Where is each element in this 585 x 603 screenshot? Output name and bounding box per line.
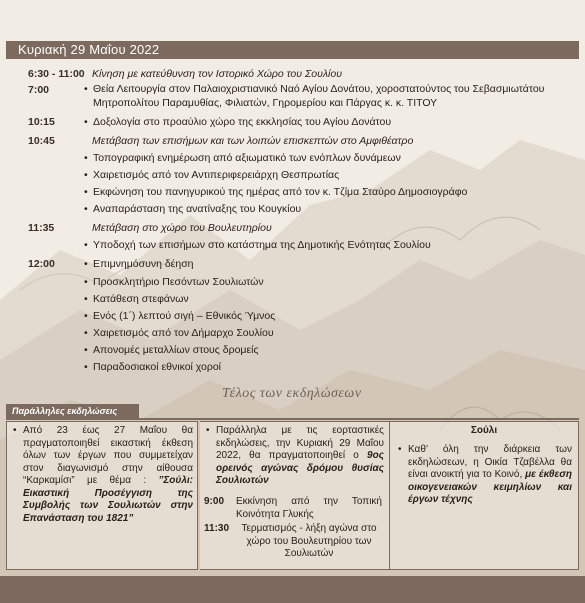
schedule-item-cont: Μητροπολίτου Παραμυθίας, Φιλιατών, Γηρομερίου και Πάργας κ. κ. ΤΙΤΟΥ bbox=[93, 97, 438, 109]
bullet: • bbox=[398, 444, 402, 455]
schedule-item: • Επιμνημόσυνη δέηση bbox=[93, 258, 194, 272]
schedule-item: • Αναπαράσταση της ανατίναξης του Κουγκίου bbox=[93, 203, 301, 217]
divider bbox=[6, 418, 579, 420]
souli-text: Καθ’ όλη την διάρκεια των εκδηλώσεων, η Οικία Τζαβέλλα θα είναι ανοικτή για το Κοινό, bbox=[408, 444, 572, 480]
footer-bar bbox=[0, 576, 585, 603]
souli-panel bbox=[389, 421, 579, 570]
schedule-item: • Τοπογραφική ενημέρωση από αξιωματικό των ενόπλων δυνάμεων bbox=[93, 152, 401, 166]
race-name: 9ος ορεινός αγώνας δρόμου θυσίας Σουλιωτών bbox=[216, 450, 385, 486]
race-start-text: Εκκίνηση από την Τοπική Κοινότητα Γλυκής bbox=[236, 496, 382, 520]
schedule-text: Μετάβαση στο χώρο του Βουλευτηρίου bbox=[92, 222, 272, 234]
schedule-item: • Απονομές μεταλλίων στους δρομείς bbox=[93, 344, 259, 358]
schedule-item: • Εκφώνηση του πανηγυρικού της ημέρας από τον κ. Τζίμα Σταύρο Δημοσιογράφο bbox=[93, 186, 467, 200]
time-12-00: 12:00 bbox=[28, 258, 55, 270]
souli-exhibition: με έκθεση οικογενειακών κειμηλίων και έργων τέχνης bbox=[408, 469, 573, 505]
race-panel bbox=[200, 421, 389, 570]
race-finish-time: 11:30 bbox=[204, 523, 230, 534]
time-7-00: 7:00 bbox=[28, 84, 50, 96]
schedule-item: • Παραδοσιακοί εθνικοί χοροί bbox=[93, 361, 221, 375]
schedule-item: • Κατάθεση στεφάνων bbox=[93, 293, 189, 307]
schedule-item: • Υποδοχή των επισήμων στο κατάστημα της Δημοτικής Ενότητας Σουλίου bbox=[93, 239, 431, 253]
exhibition-panel bbox=[6, 421, 198, 570]
schedule-text: Μετάβαση των επισήμων και των λοιπών επισκεπτών στο Αμφιθέατρο bbox=[92, 135, 414, 147]
time-11-35: 11:35 bbox=[28, 222, 55, 234]
bullet: • bbox=[13, 425, 17, 436]
race-finish-text: Τερματισμός - λήξη αγώνα στο χώρο του Βουλευτηρίου των Σουλιωτών bbox=[241, 523, 377, 559]
exhibition-text: Από 23 έως 27 Μαΐου θα πραγματοποιηθεί εικαστική έκθεση όλων των έργων που συμμετείχαν στον διαγωνισμό στην αίθουσα “Καρκαμίσι” με θέμα : bbox=[23, 425, 193, 486]
souli-title: Σούλι bbox=[470, 425, 498, 436]
date-header: Κυριακή 29 Μαΐου 2022 bbox=[6, 41, 579, 59]
race-text: Παράλληλα με τις εορταστικές εκδηλώσεις, την Κυριακή 29 Μαΐου 2022, θα πραγματοποιηθεί ο bbox=[216, 425, 384, 461]
race-start-time: 9:00 bbox=[204, 496, 225, 507]
schedule-item: • Δοξολογία στο προαύλιο χώρο της εκκλησίας του Αγίου Δονάτου bbox=[93, 116, 391, 130]
time-6-30: 6:30 - 11:00 bbox=[28, 68, 85, 80]
schedule-item: • Χαιρετισμός από τον Αντιπεριφερειάρχη Θεσπρωτίας bbox=[93, 169, 339, 183]
end-of-events-text: Τέλος των εκδηλώσεων bbox=[222, 386, 362, 401]
exhibition-theme: ”Σούλι: Εικαστική Προσέγγιση της Συμβολής των Σουλιωτών στην Επανάσταση του 1821” bbox=[23, 475, 193, 524]
schedule-item: • Θεία Λειτουργία στον Παλαιοχριστιανικό Ναό Αγίου Δονάτου, χοροστατούντος του Σεβασμιωτάτου bbox=[93, 83, 544, 97]
time-10-45: 10:45 bbox=[28, 135, 55, 147]
time-10-15: 10:15 bbox=[28, 116, 55, 128]
parallel-events-tab: Παράλληλες εκδηλώσεις bbox=[6, 404, 139, 418]
bullet: • bbox=[206, 425, 210, 436]
schedule-text: Κίνηση με κατεύθυνση τον Ιστορικό Χώρο του Σουλίου bbox=[92, 68, 342, 80]
schedule-item: • Προσκλητήριο Πεσόντων Σουλιωτών bbox=[93, 276, 264, 290]
schedule-item: • Ενός (1΄) λεπτού σιγή – Εθνικός Ύμνος bbox=[93, 310, 275, 324]
schedule-item: • Χαιρετισμός από τον Δήμαρχο Σουλίου bbox=[93, 327, 274, 341]
